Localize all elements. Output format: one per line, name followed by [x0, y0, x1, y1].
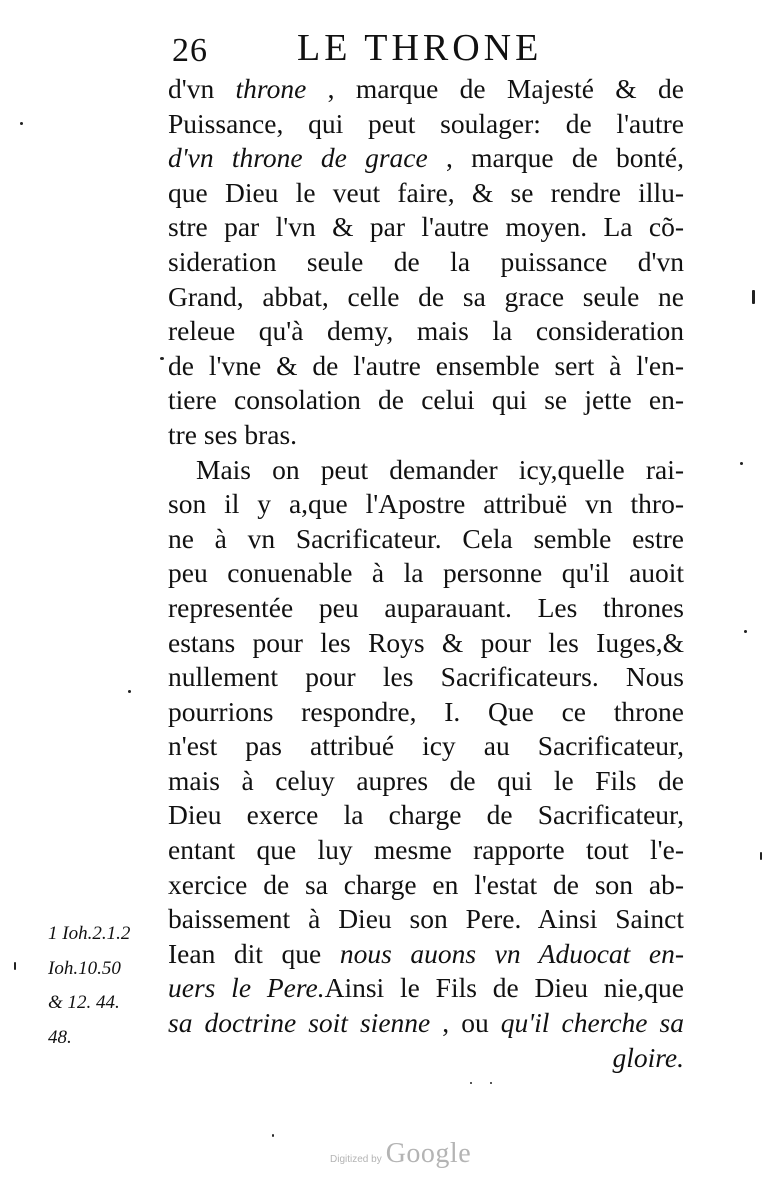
- text-segment: tiere consolation de celui qui se jette en-: [168, 384, 684, 416]
- text-segment: sideration seule de la puissance d'vn: [168, 245, 684, 277]
- watermark-brand: Google: [385, 1138, 472, 1169]
- text-segment: peu conuenable à la personne qu'il auoit: [168, 557, 684, 589]
- text-line: [168, 660, 684, 695]
- margin-note-line: 48.: [48, 1026, 72, 1048]
- scan-speck: [20, 122, 23, 125]
- scan-speck: [744, 630, 747, 633]
- text-segment: , marque de bonté,: [427, 142, 685, 174]
- text-line: [168, 487, 684, 522]
- text-line: [168, 314, 684, 349]
- scan-speck: [128, 690, 131, 693]
- text-segment: xercice de sa charge en l'estat de son ab-: [168, 868, 684, 900]
- italic-segment: throne: [235, 73, 307, 104]
- text-segment: representée peu auparauant. Les thrones: [168, 591, 684, 623]
- text-line: [168, 971, 684, 1006]
- scan-speck: [740, 462, 743, 465]
- text-segment: Dieu exerce la charge de Sacrificateur,: [168, 799, 684, 831]
- text-line: [168, 902, 684, 937]
- text-line: [168, 349, 684, 384]
- italic-segment: sa doctrine soit sienne: [168, 1007, 431, 1039]
- page-header: [172, 26, 592, 70]
- text-line: [168, 418, 684, 453]
- margin-note-line: 1 Ioh.2.1.2: [48, 923, 131, 944]
- text-line: [168, 210, 684, 245]
- scan-speck: [470, 1082, 472, 1084]
- scan-speck: [14, 962, 16, 970]
- text-segment: stre par l'vn & par l'autre moyen. La cõ-: [168, 211, 684, 243]
- text-line: [168, 280, 684, 315]
- scan-speck: [160, 357, 164, 360]
- text-line: [168, 591, 684, 626]
- scan-speck: [752, 290, 755, 304]
- text-segment: estans pour les Roys & pour les Iuges,&: [168, 626, 684, 658]
- text-segment: de l'vne & de l'autre ensemble sert à l'en-: [168, 349, 684, 381]
- text-line: [168, 833, 684, 868]
- text-line: [168, 383, 684, 418]
- text-segment: n'est pas attribué icy au Sacrificateur,: [168, 730, 684, 762]
- italic-segment: nous auons vn Aduocat en-: [339, 937, 685, 969]
- text-line: [168, 453, 684, 488]
- text-segment: Ainsi le Fils de Dieu nie,que: [324, 972, 684, 1004]
- text-line: [168, 176, 684, 211]
- page-number: 26: [172, 32, 208, 69]
- text-segment: ne à vn Sacrificateur. Cela semble estre: [168, 522, 684, 554]
- text-line: [168, 522, 684, 557]
- margin-note-line: & 12. 44.: [48, 992, 120, 1014]
- body-text: [168, 72, 684, 1075]
- text-line: [168, 695, 684, 730]
- text-segment: Grand, abbat, celle de sa grace seule ne: [168, 280, 684, 312]
- text-segment: releue qu'à demy, mais la consideration: [168, 315, 684, 347]
- italic-segment: gloire.: [612, 1041, 684, 1073]
- running-title: LE THRONE: [297, 27, 543, 69]
- text-line: [168, 937, 684, 972]
- text-line: [168, 556, 684, 591]
- italic-segment: d'vn throne de grace: [168, 142, 428, 174]
- text-line: [168, 1041, 684, 1076]
- text-line: [168, 729, 684, 764]
- text-line: [168, 764, 684, 799]
- text-segment: Iean dit que: [168, 937, 340, 969]
- text-line: [168, 245, 684, 280]
- text-segment: tre ses bras.: [168, 418, 298, 450]
- text-segment: , ou: [430, 1007, 501, 1039]
- text-segment: entant que luy mesme rapporte tout l'e-: [168, 834, 684, 866]
- text-line: [168, 626, 684, 661]
- text-segment: son il y a,que l'Apostre attribuë vn thro-: [168, 488, 684, 520]
- text-segment: Mais on peut demander icy,quelle rai-: [196, 453, 684, 485]
- digitized-watermark: [330, 1138, 471, 1170]
- scan-speck: [490, 1082, 492, 1084]
- text-segment: Puissance, qui peut soulager: de l'autre: [168, 107, 684, 139]
- text-segment: pourrions respondre, I. Que ce throne: [168, 695, 684, 727]
- scan-speck: [760, 852, 762, 860]
- italic-segment: qu'il cherche sa: [500, 1007, 685, 1039]
- text-line: [168, 72, 684, 107]
- watermark-prefix: Digitized by: [330, 1154, 382, 1165]
- text-line: [168, 798, 684, 833]
- text-segment: nullement pour les Sacrificateurs. Nous: [168, 661, 684, 693]
- margin-note: [48, 917, 166, 1055]
- text-line: [168, 1006, 684, 1041]
- text-segment: mais à celuy aupres de qui le Fils de: [168, 764, 684, 796]
- text-line: [168, 141, 684, 176]
- text-segment: d'vn: [168, 73, 236, 104]
- text-segment: , marque de Majesté & de: [306, 73, 684, 104]
- text-line: [168, 107, 684, 142]
- text-line: [168, 868, 684, 903]
- text-segment: baissement à Dieu son Pere. Ainsi Sainct: [168, 903, 684, 935]
- text-segment: que Dieu le veut faire, & se rendre illu-: [168, 176, 684, 208]
- margin-note-line: Ioh.10.50: [48, 957, 121, 979]
- scan-speck: [272, 1134, 274, 1137]
- italic-segment: uers le Pere.: [168, 972, 325, 1004]
